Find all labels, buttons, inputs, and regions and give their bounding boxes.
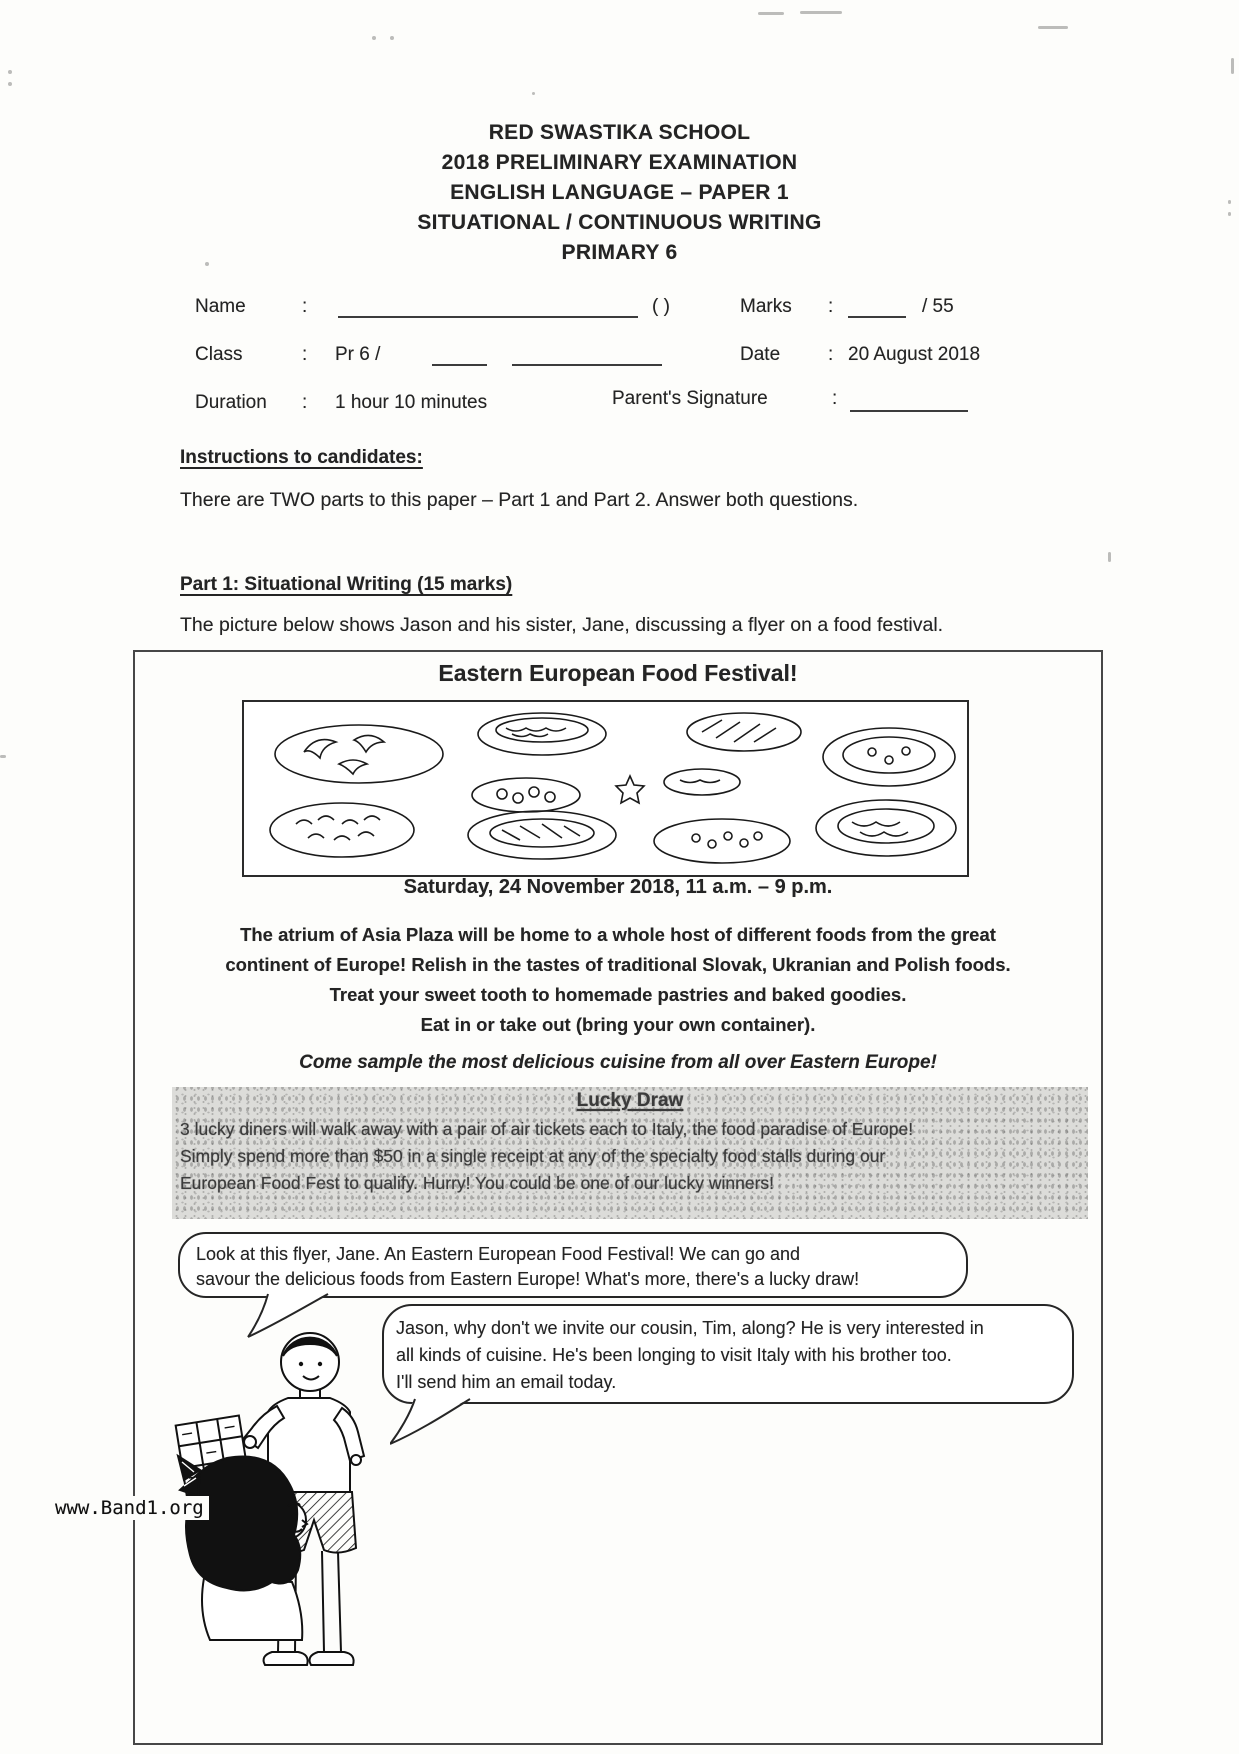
class-blank-1 <box>432 364 487 366</box>
part1-title: Part 1: Situational Writing (15 marks) <box>180 574 513 595</box>
header-level: PRIMARY 6 <box>561 241 678 264</box>
flyer-title: Eastern European Food Festival! <box>438 660 798 686</box>
name-blank <box>338 316 638 318</box>
signature-label: Parent's Signature <box>612 388 768 409</box>
scan-artifact <box>1038 26 1068 29</box>
scan-artifact <box>532 92 535 95</box>
jane-line: all kinds of cuisine. He's been longing to visit Italy with his brother too. <box>396 1345 952 1365</box>
marks-blank <box>848 316 906 318</box>
jane-line: Jason, why don't we invite our cousin, Tim, along? He is very interested in <box>396 1318 984 1338</box>
header-school-name: RED SWASTIKA SCHOOL <box>488 121 751 144</box>
class-blank-2 <box>512 364 662 366</box>
watermark: www.Band1.org <box>50 1496 209 1520</box>
class-colon: : <box>302 344 308 365</box>
part1-intro: The picture below shows Jason and his sister, Jane, discussing a flyer on a food festival. <box>180 614 944 636</box>
instructions-body: There are TWO parts to this paper – Part 1 and Part 2. Answer both questions. <box>180 489 859 511</box>
scan-artifact <box>1108 552 1111 562</box>
scan-artifact <box>8 70 12 74</box>
flyer-body-line: continent of Europe! Relish in the tastes of traditional Slovak, Ukranian and Polish foods. <box>225 954 1011 975</box>
lucky-draw-line: Simply spend more than $50 in a single receipt at any of the specialty food stalls during our <box>180 1146 886 1166</box>
marks-colon: : <box>828 296 834 317</box>
date-value: 20 August 2018 <box>848 344 981 365</box>
signature-colon: : <box>832 388 838 409</box>
scan-artifact <box>800 11 842 14</box>
class-label: Class <box>195 344 243 365</box>
flyer-body-line: The atrium of Asia Plaza will be home to a whole host of different foods from the great <box>240 924 996 945</box>
scan-artifact <box>8 82 12 86</box>
flyer-datetime: Saturday, 24 November 2018, 11 a.m. – 9 p.m. <box>403 876 833 898</box>
speech-bubble-jason <box>178 1232 968 1298</box>
lucky-draw-line: European Food Fest to qualify. Hurry! You could be one of our lucky winners! <box>180 1173 775 1193</box>
header-exam-name: 2018 PRELIMINARY EXAMINATION <box>441 151 798 174</box>
flyer-tagline: Come sample the most delicious cuisine from all over Eastern Europe! <box>299 1052 937 1073</box>
scan-artifact <box>390 36 394 40</box>
signature-blank <box>850 410 968 412</box>
lucky-draw-line: 3 lucky diners will walk away with a pair of air tickets each to Italy, the food paradise of Europe! <box>180 1119 914 1139</box>
scan-artifact <box>372 36 376 40</box>
date-label: Date <box>740 344 781 365</box>
header-subject: ENGLISH LANGUAGE – PAPER 1 <box>450 181 789 204</box>
lucky-draw-title: Lucky Draw <box>576 1090 684 1111</box>
jason-line: Look at this flyer, Jane. An Eastern European Food Festival! We can go and <box>196 1244 801 1264</box>
food-illustration <box>244 702 967 875</box>
duration-label: Duration <box>195 392 267 413</box>
scan-artifact <box>758 12 784 15</box>
lucky-draw-block <box>172 1087 1088 1219</box>
jane-bubble-tail <box>390 1398 475 1446</box>
flyer-body <box>135 920 1101 1040</box>
header-paper-type: SITUATIONAL / CONTINUOUS WRITING <box>417 211 822 234</box>
jason-bubble-tail <box>240 1293 335 1339</box>
name-colon: : <box>302 296 308 317</box>
marks-label: Marks <box>740 296 792 317</box>
jane-line: I'll send him an email today. <box>396 1372 617 1392</box>
food-photo-frame <box>242 700 969 877</box>
flyer-body-line: Treat your sweet tooth to homemade pastries and baked goodies. <box>329 984 907 1005</box>
marks-total: / 55 <box>922 296 954 317</box>
flyer-body-line: Eat in or take out (bring your own container). <box>420 1014 816 1035</box>
jason-line: savour the delicious foods from Eastern Europe! What's more, there's a lucky draw! <box>196 1269 860 1289</box>
picture-box <box>133 650 1103 1745</box>
name-label: Name <box>195 296 246 317</box>
date-colon: : <box>828 344 834 365</box>
speech-bubble-jane <box>382 1304 1074 1404</box>
children-illustration <box>152 1320 422 1744</box>
instructions-title: Instructions to candidates: <box>180 447 423 468</box>
scan-artifact <box>1231 58 1234 74</box>
class-value: Pr 6 / <box>335 344 381 365</box>
name-paren: ( ) <box>652 296 670 317</box>
scan-artifact <box>0 755 6 758</box>
school-header <box>0 118 1239 268</box>
duration-colon: : <box>302 392 308 413</box>
duration-value: 1 hour 10 minutes <box>335 392 488 413</box>
